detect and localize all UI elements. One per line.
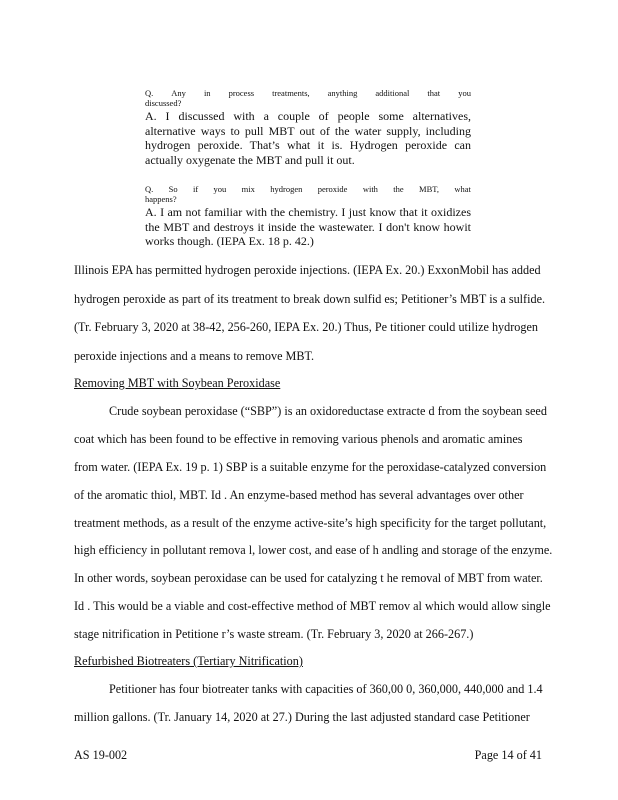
question-word: additional [375, 88, 410, 98]
body-line: million gallons. (Tr. January 14, 2020 at 27.) During the last adjusted standard case Petitioner [74, 710, 530, 724]
question-word: Q. [145, 88, 154, 98]
answer-line: A. I am not familiar with the chemistry. I just know that it oxidizes [145, 205, 471, 219]
question-2-line [145, 184, 471, 194]
body-line: from water. (IEPA Ex. 19 p. 1) SBP is a suitable enzyme for the peroxidase-catalyzed conversion [74, 460, 547, 474]
question-word: So [168, 184, 178, 194]
question-word: you [213, 184, 227, 194]
question-1 [145, 88, 471, 108]
question-word: Q. [145, 184, 154, 194]
question-word: mix [241, 184, 255, 194]
answer-line: the MBT and destroys it inside the wastewater. I don't know howit [145, 219, 471, 234]
section-heading-refurbished-biotreaters: Refurbished Biotreaters (Tertiary Nitrification) [74, 654, 303, 668]
body-line: high efficiency in pollutant remova l, lower cost, and ease of h andling and storage of the enzyme. [74, 543, 553, 557]
question-word: hydrogen [270, 184, 303, 194]
question-word: process [228, 88, 255, 98]
answer-1 [145, 109, 471, 167]
body-line: (Tr. February 3, 2020 at 38-42, 256-260, IEPA Ex. 20.) Thus, Pe titioner could utilize hydrogen [74, 320, 538, 334]
question-word: anything [327, 88, 358, 98]
question-word: with [362, 184, 378, 194]
testimony-block-2 [145, 184, 471, 249]
question-word: what [454, 184, 471, 194]
question-2 [145, 184, 471, 204]
body-line: Petitioner has four biotreater tanks with capacities of 360,00 0, 360,000, 440,000 and 1.4 [109, 682, 543, 696]
question-1-line [145, 88, 471, 98]
body-line: of the aromatic thiol, MBT. Id . An enzyme-based method has several advantages over other [74, 488, 524, 502]
question-word: if [192, 184, 199, 194]
body-line: Illinois EPA has permitted hydrogen peroxide injections. (IEPA Ex. 20.) ExxonMobil has added [74, 263, 541, 277]
question-word: Any [171, 88, 186, 98]
body-line: stage nitrification in Petitione r’s waste stream. (Tr. February 3, 2020 at 266-267.) [74, 627, 474, 641]
case-number: AS 19-002 [74, 748, 128, 762]
answer-2 [145, 205, 471, 249]
body-line: coat which has been found to be effective in removing various phenols and aromatic amines [74, 432, 523, 446]
answer-line: hydrogen peroxide. That’s what it is. Hydrogen peroxide can [145, 138, 471, 152]
body-line: hydrogen peroxide as part of its treatment to break down sulfid es; Petitioner’s MBT is a sulfide. [74, 292, 546, 306]
question-word: peroxide [317, 184, 348, 194]
page-number: Page 14 of 41 [474, 748, 542, 762]
answer-line: actually oxygenate the MBT and pull it out. [145, 152, 355, 167]
question-2-continuation: happens? [145, 194, 177, 204]
answer-line: alternative ways to pull MBT out of the water supply, including [145, 123, 471, 138]
body-line: In other words, soybean peroxidase can be used for catalyzing t he removal of MBT from water. [74, 571, 543, 585]
section-heading-soybean-peroxidase: Removing MBT with Soybean Peroxidase [74, 376, 281, 390]
answer-line: works though. (IEPA Ex. 18 p. 42.) [145, 234, 314, 248]
answer-line: A. I discussed with a couple of people some alternatives, [145, 109, 471, 123]
question-word: you [458, 88, 471, 98]
body-line: Id . This would be a viable and cost-effective method of MBT remov al which would allow single [74, 599, 551, 613]
question-word: treatments, [272, 88, 310, 98]
body-line: treatment methods, as a result of the enzyme active-site’s high specificity for the target pollutant, [74, 516, 547, 530]
question-word: the [393, 184, 404, 194]
question-1-continuation: discussed? [145, 98, 182, 108]
testimony-block-1 [145, 88, 471, 167]
question-word: in [203, 88, 211, 98]
body-line: peroxide injections and a means to remove MBT. [74, 349, 315, 363]
question-word: MBT, [419, 184, 439, 194]
body-line: Crude soybean peroxidase (“SBP”) is an oxidoreductase extracte d from the soybean seed [109, 404, 547, 418]
question-word: that [427, 88, 441, 98]
